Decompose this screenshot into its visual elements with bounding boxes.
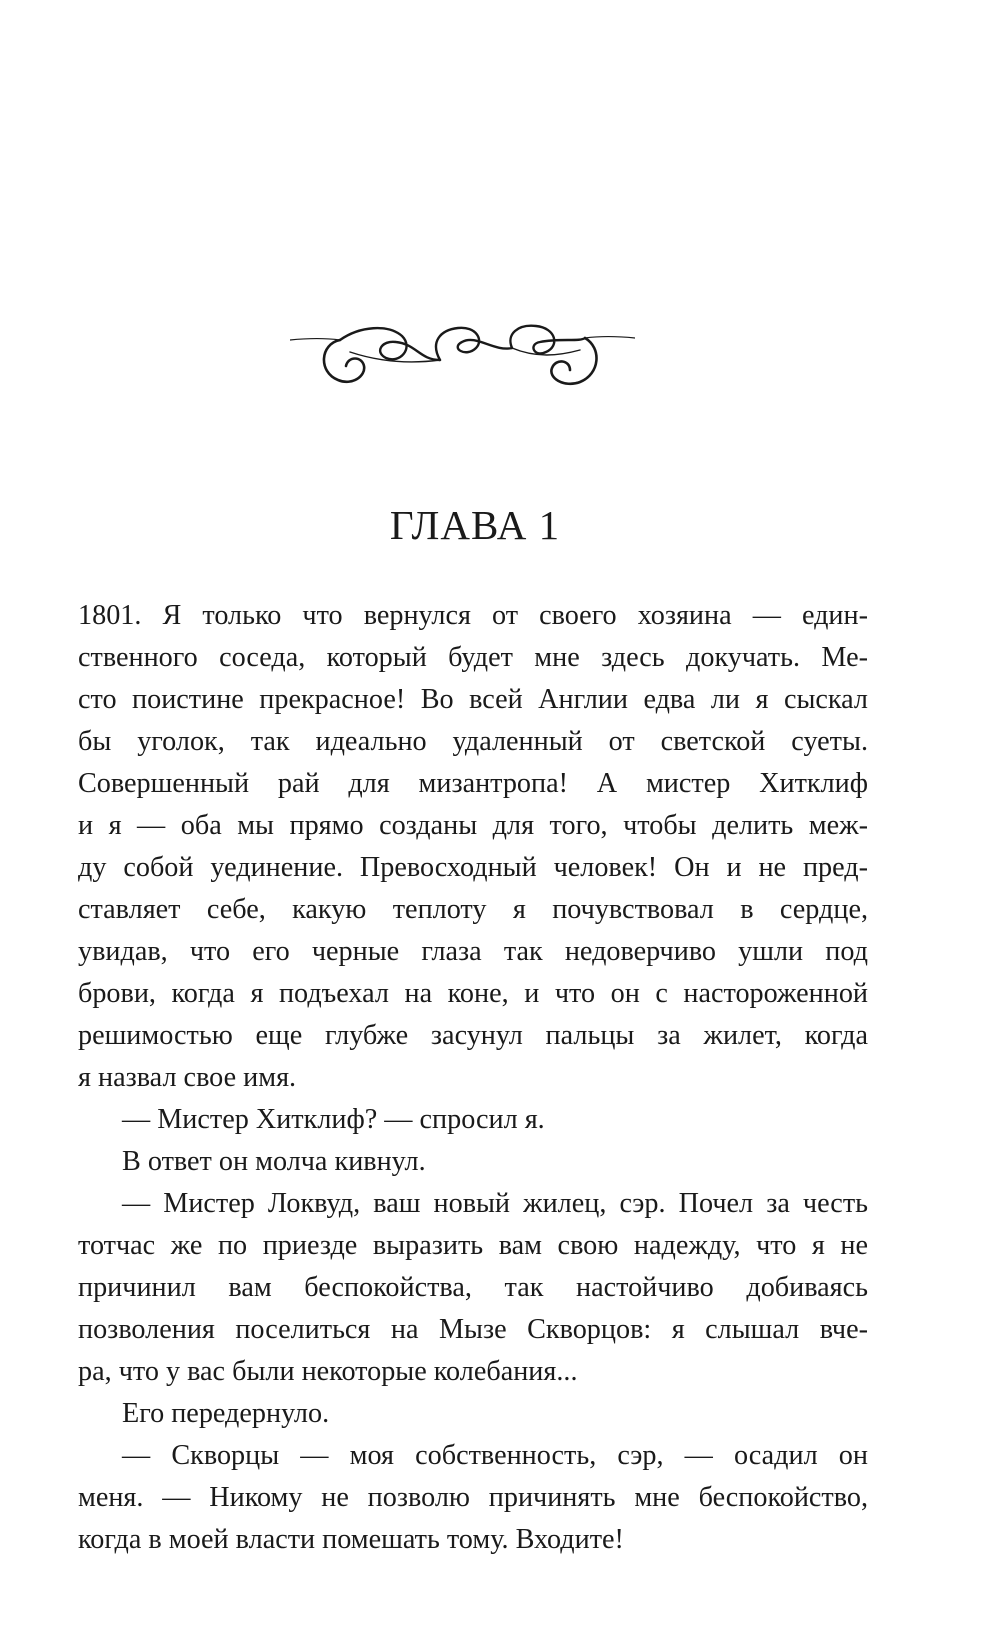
- text-line: — Мистер Хитклиф? — спросил я.: [122, 1104, 545, 1135]
- text-line: позволения поселиться на Мызе Скворцов: я слышал вче-: [78, 1314, 868, 1345]
- text-line: бы уголок, так идеально удаленный от светской суеты.: [78, 726, 868, 757]
- text-line: причинил вам беспокойства, так настойчиво добиваясь: [78, 1272, 868, 1303]
- text-line: 1801. Я только что вернулся от своего хозяина — един-: [78, 600, 868, 631]
- text-line: Совершенный рай для мизантропа! А мистер Хитклиф: [78, 768, 868, 799]
- text-line: и я — оба мы прямо созданы для того, чтобы делить меж-: [78, 810, 868, 841]
- text-line: меня. — Никому не позволю причинять мне беспокойство,: [78, 1482, 868, 1513]
- text-line: ду собой уединение. Превосходный человек! Он и не пред-: [78, 852, 868, 883]
- text-line: решимостью еще глубже засунул пальцы за жилет, когда: [78, 1020, 868, 1051]
- flourish-ornament-icon: [290, 312, 635, 402]
- text-line: тотчас же по приезде выразить вам свою надежду, что я не: [78, 1230, 868, 1261]
- chapter-body: [78, 595, 868, 1561]
- text-line: Его передернуло.: [122, 1398, 330, 1429]
- chapter-title: ГЛАВА 1: [389, 502, 561, 548]
- text-line: сто поистине прекрасное! Во всей Англии едва ли я сыскал: [78, 684, 868, 715]
- text-line: В ответ он молча кивнул.: [122, 1146, 426, 1177]
- text-line: я назвал свое имя.: [78, 1062, 297, 1093]
- text-line: — Мистер Локвуд, ваш новый жилец, сэр. Почел за честь: [122, 1188, 868, 1219]
- text-line: когда в моей власти помешать тому. Входите!: [78, 1524, 624, 1555]
- text-line: увидав, что его черные глаза так недоверчиво ушли под: [78, 936, 868, 967]
- text-line: ра, что у вас были некоторые колебания...: [78, 1356, 578, 1387]
- text-line: ставляет себе, какую теплоту я почувствовал в сердце,: [78, 894, 868, 925]
- text-line: брови, когда я подъехал на коне, и что он с настороженной: [78, 978, 868, 1009]
- text-line: ственного соседа, который будет мне здесь докучать. Ме-: [78, 642, 868, 673]
- text-line: — Скворцы — моя собственность, сэр, — осадил он: [122, 1440, 868, 1471]
